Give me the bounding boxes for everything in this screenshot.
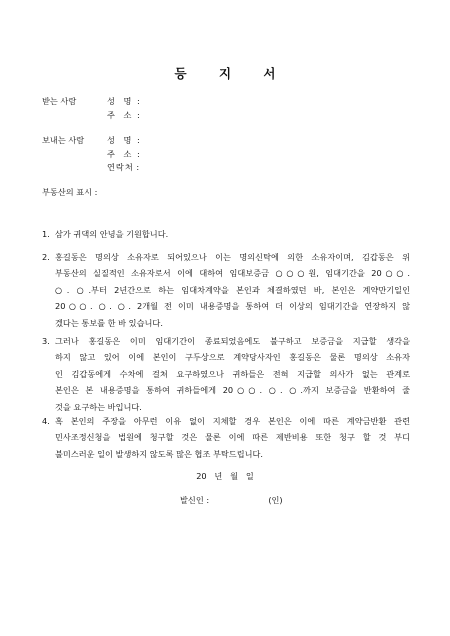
sender-name-label: 성 명	[107, 135, 135, 145]
sender-signature-label: 발신인 :	[180, 495, 210, 505]
paragraph-line: 불미스러운 일이 발생하지 않도록 많은 협조 부탁드립니다.	[55, 448, 264, 459]
recipient-name-label: 성 명	[107, 96, 135, 106]
sender-address-label: 주 소	[107, 149, 135, 159]
paragraph-2	[42, 249, 410, 331]
paragraph-line: ○. ○.부터 2년간으로 하는 임대차계약을 본인과 체결하였던 바, 본인은 계약만기일인	[55, 284, 410, 295]
date-line: 20 년 월 일	[196, 471, 254, 481]
recipient-label: 받는 사람	[42, 96, 77, 106]
paragraph-line: 그러나 홍길동은 이미 임대기간이 종료되었음에도 불구하고 보증금을 지급할 생각을	[55, 336, 410, 346]
paragraph-number: 2.	[42, 252, 50, 262]
paragraph-line: 하지 않고 있어 이에 본인이 구두상으로 계약당사자인 홍길동은 물론 명의상 소유자	[55, 352, 410, 363]
paragraph-line: 삼가 귀댁의 안녕을 기원합니다.	[55, 229, 169, 239]
paragraph-line: 홍길동은 명의상 소유자로 되어있으나 이는 명의신탁에 의한 소유자이며, 김갑동은 위	[55, 252, 410, 262]
paragraph-line: 인 김갑동에게 수차에 걸쳐 요구하였으나 귀하들은 전혀 지급할 의사가 없는 관계로	[55, 368, 410, 379]
paragraph-number: 1.	[42, 229, 50, 239]
paragraph-line: 부동산의 실질적인 소유자로서 이에 대하여 임대보증금 ○○○원, 임대기간을 20○○.	[55, 268, 410, 279]
signature-line	[180, 495, 283, 506]
paragraph-4	[42, 413, 410, 462]
property-label: 부동산의 표시 :	[42, 187, 98, 197]
recipient-address-label: 주 소	[107, 110, 135, 120]
paragraph-line: 혹 본인의 주장을 아무런 이유 없이 지체할 경우 본인은 이에 따른 계약금반환 관련	[55, 416, 410, 426]
paragraph-1	[42, 226, 410, 242]
sender-label: 보내는 사람	[42, 135, 85, 145]
paragraph-number: 4.	[42, 416, 50, 426]
paragraph-number: 3.	[42, 336, 50, 346]
document-title: 등 지 서	[174, 66, 290, 81]
sender-contact-label: 연락처	[107, 162, 134, 172]
paragraph-3	[42, 333, 410, 415]
seal-mark: (인)	[268, 495, 283, 505]
paragraph-line: 본인은 본 내용증명을 통하여 귀하들에게 20○○. ○. ○.까지 보증금을 반환하여 줄	[55, 385, 410, 396]
paragraph-line: 겠다는 통보를 한 바 있습니다.	[55, 317, 163, 328]
paragraph-line: 민사조정신청을 법원에 청구할 것은 물론 이에 따른 제반비용 또한 청구 할 것 부디	[55, 432, 410, 443]
paragraph-line: 20○○. ○. ○. 2개월 전 이미 내용증명을 통하여 더 이상의 임대기간을 연장하지 않	[55, 301, 410, 312]
paragraph-line: 것을 요구하는 바입니다.	[55, 401, 142, 412]
